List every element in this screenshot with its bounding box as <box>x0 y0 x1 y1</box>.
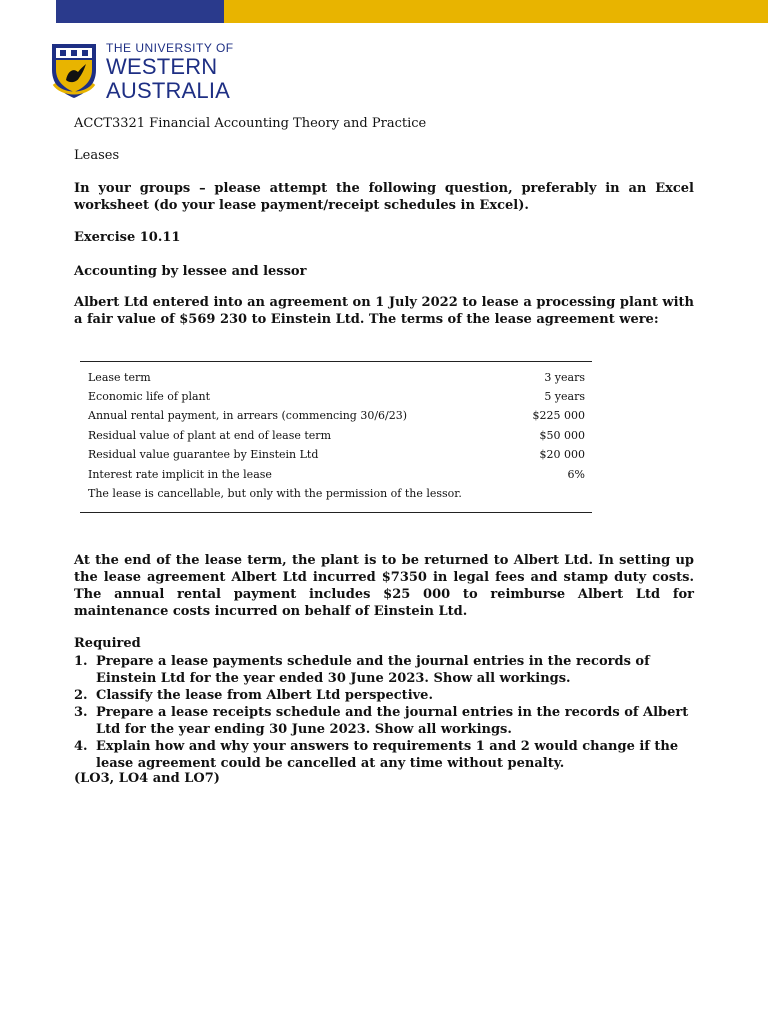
table-note <box>88 487 585 500</box>
terms-note: The lease is cancellable, but only with the permission of the lessor. <box>88 487 462 500</box>
term-label: Annual rental payment, in arrears (commencing 30/6/23) <box>88 409 408 422</box>
term-label: Residual value guarantee by Einstein Ltd <box>88 448 319 461</box>
topic-title: Leases <box>74 148 120 163</box>
instructions: In your groups – please attempt the following question, preferably in an Excel worksheet (do your lease payment/receipt schedules in Excel). <box>74 181 694 213</box>
logo-line-3: AUSTRALIA <box>106 78 231 103</box>
required-heading: Required <box>74 636 141 651</box>
logo-line-2: WESTERN <box>106 54 218 79</box>
item-text: Classify the lease from Albert Ltd perspective. <box>96 688 433 703</box>
term-value: $20 000 <box>539 448 585 461</box>
term-label: Interest rate implicit in the lease <box>88 468 272 481</box>
header-band-gold <box>224 0 768 23</box>
university-logo <box>48 40 234 102</box>
table-row <box>88 448 585 461</box>
table-row <box>88 429 585 442</box>
item-number: 3. <box>74 705 88 720</box>
learning-outcomes: (LO3, LO4 and LO7) <box>74 771 220 786</box>
term-label: Economic life of plant <box>88 390 211 403</box>
item-text: Prepare a lease payments schedule and the journal entries in the records of Einstein Ltd for the year ended 30 June 2023. Show all workings. <box>96 654 650 686</box>
item-number: 4. <box>74 739 88 754</box>
item-text: Explain how and why your answers to requirements 1 and 2 would change if the lease agreement could be cancelled at any time without penalty. <box>96 739 679 771</box>
item-number: 1. <box>74 654 88 669</box>
item-number: 2. <box>74 688 88 703</box>
course-title: ACCT3321 Financial Accounting Theory and Practice <box>74 116 427 131</box>
list-item <box>74 687 694 704</box>
term-value: $225 000 <box>532 409 585 422</box>
intro-paragraph: Albert Ltd entered into an agreement on 1 July 2022 to lease a processing plant with a fair value of $569 230 to Einstein Ltd. The terms of the lease agreement were: <box>74 295 694 327</box>
exercise-title: Exercise 10.11 <box>74 230 181 245</box>
university-crest-icon <box>48 40 100 100</box>
lease-terms-table <box>80 361 592 513</box>
term-value: 3 years <box>544 371 585 384</box>
term-value: 5 years <box>544 390 585 403</box>
details-paragraph: At the end of the lease term, the plant is to be returned to Albert Ltd. In setting up the lease agreement Albert Ltd incurred $7350 in legal fees and stamp duty costs. The annual rental payment includes $25 000 to reimburse Albert Ltd for maintenance costs incurred on behalf of Einstein Ltd. <box>74 553 694 619</box>
term-label: Residual value of plant at end of lease term <box>88 429 331 442</box>
section-subheading: Accounting by lessee and lessor <box>74 264 307 279</box>
header-band-blue <box>56 0 224 23</box>
term-label: Lease term <box>88 371 151 384</box>
list-item <box>74 738 694 772</box>
table-row <box>88 390 585 403</box>
table-row <box>88 371 585 384</box>
term-value: 6% <box>567 468 585 481</box>
list-item <box>74 704 694 738</box>
term-value: $50 000 <box>539 429 585 442</box>
table-row <box>88 409 585 422</box>
list-item <box>74 653 694 687</box>
table-row <box>88 468 585 481</box>
item-text: Prepare a lease receipts schedule and the journal entries in the records of Albert Ltd for the year ending 30 June 2023. Show all workings. <box>96 705 689 737</box>
required-list <box>74 653 694 772</box>
logo-line-1: THE UNIVERSITY OF <box>106 41 234 55</box>
